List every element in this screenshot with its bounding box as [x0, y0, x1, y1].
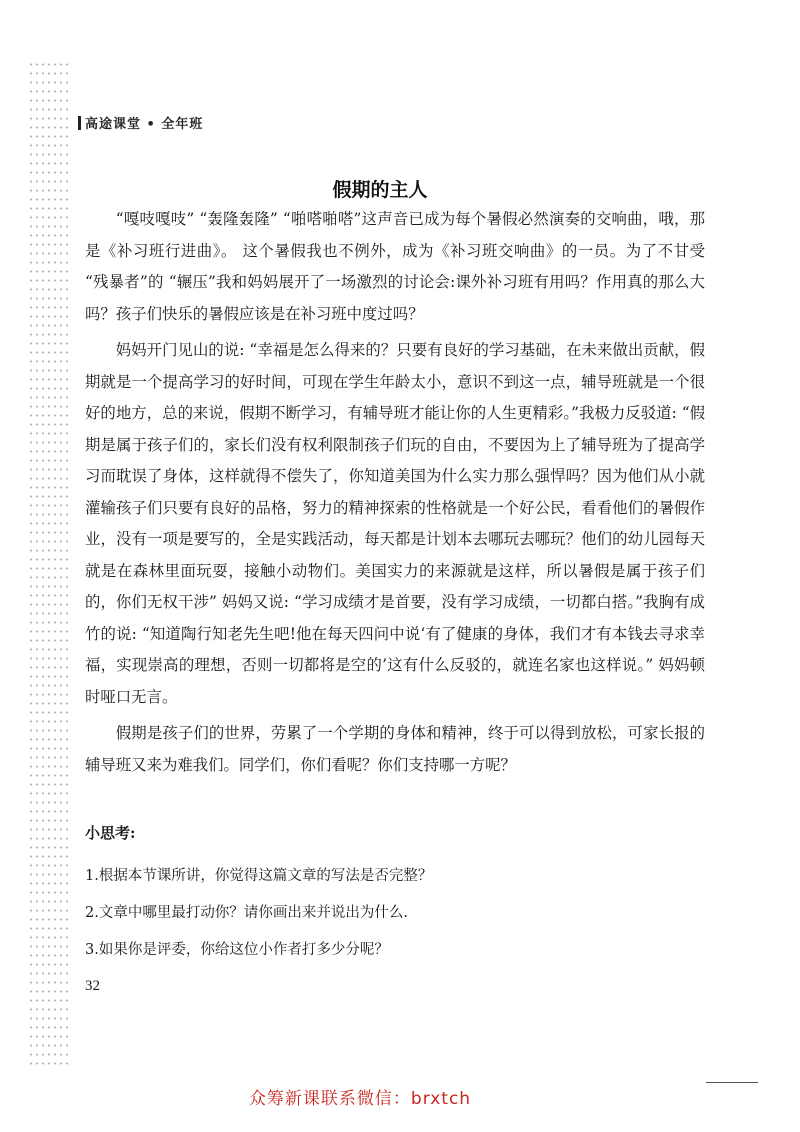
- watermark-text: 众筹新课联系微信：brxtch: [248, 1089, 472, 1109]
- thinking-question-2: 2.文章中哪里最打动你？请你画出来并说出为什么.: [85, 905, 408, 921]
- thinking-question-list: [85, 858, 432, 969]
- article-body: [85, 204, 705, 781]
- thinking-section-title: 小思考:: [85, 824, 136, 842]
- binding-dot-strip: [28, 60, 68, 1070]
- page-number: 32: [85, 978, 100, 994]
- footer-rule: [706, 1082, 758, 1083]
- thinking-question-3: 3.如果你是评委，你给这位小作者打多少分呢？: [85, 942, 389, 958]
- article-paragraph-3: 假期是孩子们的世界，劳累了一个学期的身体和精神，终于可以得到放松，可家长报的辅导班又来为难我们。同学们，你们看呢？你们支持哪一方呢？: [85, 724, 705, 774]
- article-paragraph-1: “嘎吱嘎吱” “轰隆轰隆” “啪嗒啪嗒”这声音已成为每个暑假必然演奏的交响曲，哦，那是《补习班行进曲》。 这个暑假我也不例外，成为《补习班交响曲》的一员。为了不甘受 “残暴者”的 “辗压”我和妈妈展开了一场激烈的讨论会:课外补习班有用吗？作用真的那么大吗？孩子们快乐的暑假应该是在补习班中度过吗？: [85, 210, 705, 323]
- article-paragraph-2: 妈妈开门见山的说: “幸福是怎么得来的？只要有良好的学习基础，在未来做出贡献，假期就是一个提高学习的好时间，可现在学生年龄太小，意识不到这一点，辅导班就是一个很好的地方，总的来说，假期不断学习，有辅导班才能让你的人生更精彩。”我极力反驳道: “假期是属于孩子们的，家长们没有权利限制孩子们玩的自由，不要因为上了辅导班为了提高学习而耽误了身体，这样就得不偿失了，你知道美国为什么实力那么强悍吗？因为他们从小就灌输孩子们只要有良好的品格，努力的精神探索的性格就是一个好公民，看看他们的暑假作业，没有一项是要写的，全是实践活动，每天都是计划本去哪玩去哪玩？他们的幼儿园每天就是在森林里面玩耍，接触小动物们。美国实力的来源就是这样，所以暑假是属于孩子们的，你们无权干涉” 妈妈又说: “学习成绩才是首要，没有学习成绩，一切都白搭。”我胸有成竹的说: “知道陶行知老先生吧!他在每天四问中说‘有了健康的身体，我们才有本钱去寻求幸福，实现崇高的理想，否则一切都将是空的’这有什么反驳的，就连名家也这样说。” 妈妈顿时哑口无言。: [85, 341, 705, 706]
- header-bar: [78, 116, 81, 130]
- series-header: [78, 113, 203, 132]
- article-title: 假期的主人: [332, 178, 428, 201]
- thinking-question-1: 1.根据本节课所讲，你觉得这篇文章的写法是否完整？: [85, 868, 433, 884]
- series-label: 高途课堂 • 全年班: [85, 117, 204, 132]
